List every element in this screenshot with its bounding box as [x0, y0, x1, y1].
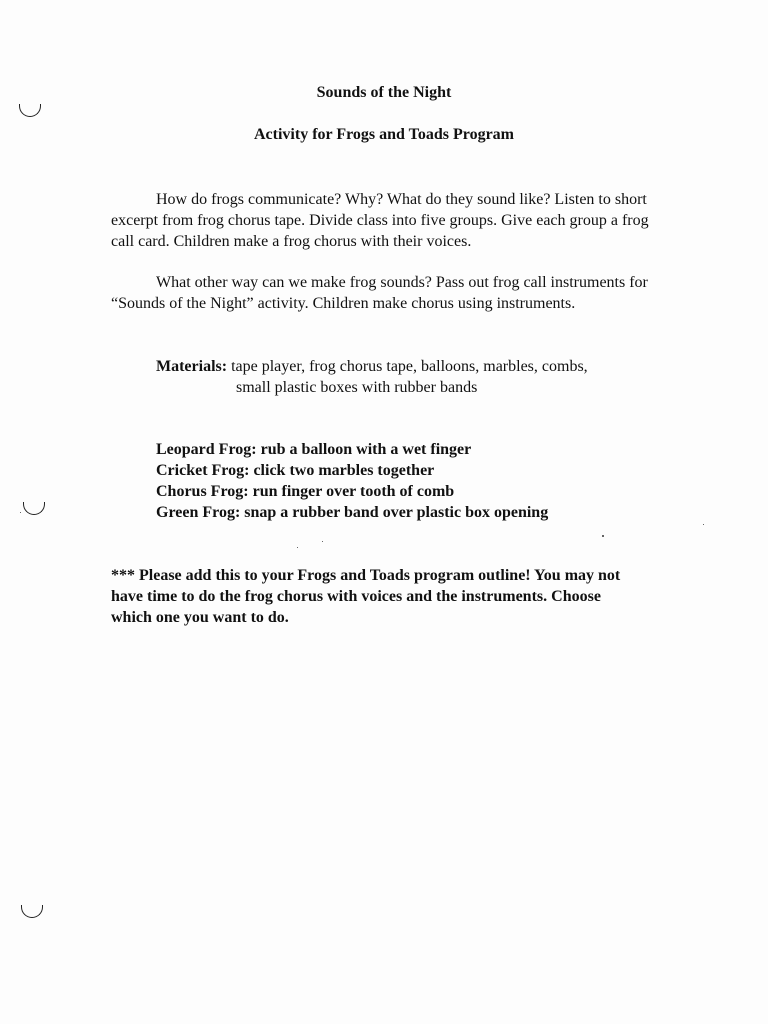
scan-speck — [297, 547, 298, 548]
frog-call-item: Leopard Frog: rub a balloon with a wet finger — [156, 441, 472, 458]
frog-call-item: Chorus Frog: run finger over tooth of comb — [156, 483, 455, 500]
materials-line-2: small plastic boxes with rubber bands — [236, 379, 478, 396]
materials-label: Materials: — [156, 358, 228, 375]
binder-hole-mark — [23, 502, 45, 515]
scan-speck — [703, 524, 704, 525]
frog-call-item: Green Frog: snap a rubber band over plastic box opening — [156, 504, 549, 521]
binder-hole-mark — [21, 905, 43, 918]
binder-hole-mark — [19, 104, 41, 117]
frog-call-list — [156, 439, 548, 523]
materials-section — [156, 356, 676, 398]
materials-line-1: tape player, frog chorus tape, balloons, marbles, combs, — [227, 358, 588, 375]
intro-paragraph: How do frogs communicate? Why? What do they sound like? Listen to short excerpt from frog chorus tape. Divide class into five groups. Give each group a frog call card. Children make a frog chorus with their voices. — [111, 191, 649, 250]
page-title: Sounds of the Night — [316, 84, 452, 101]
frog-call-item: Cricket Frog: click two marbles together — [156, 462, 435, 479]
scan-speck — [602, 535, 604, 537]
program-note: *** Please add this to your Frogs and Toads program outline! You may not have time to do the frog chorus with voices and the instruments. Choose which one you want to do. — [111, 567, 621, 626]
instruments-paragraph: What other way can we make frog sounds? Pass out frog call instruments for “Sounds of the Night” activity. Children make chorus using instruments. — [111, 274, 648, 312]
page-subtitle: Activity for Frogs and Toads Program — [253, 126, 514, 143]
scan-speck — [322, 541, 323, 542]
scan-speck — [20, 512, 21, 513]
